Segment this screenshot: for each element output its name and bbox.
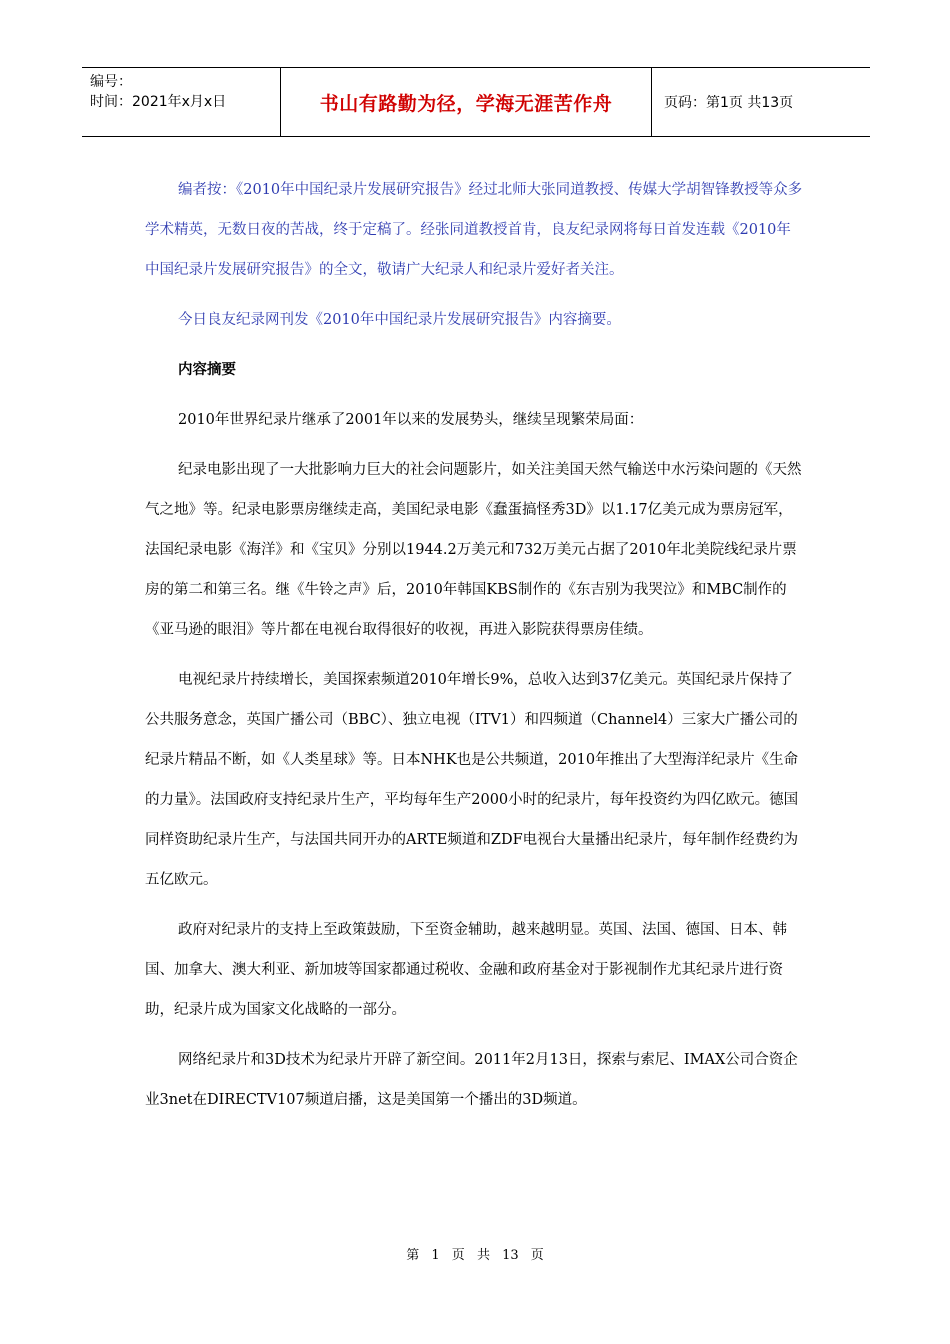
footer-gong: 共 [476,1248,490,1263]
header-meta [82,68,281,136]
intro-paragraph: 今日良友纪录网刊发《2010年中国纪录片发展研究报告》内容摘要。 [178,312,621,328]
body-paragraph: 网络纪录片和3D技术为纪录片开辟了新空间。2011年2月13日，探索与索尼、IMAX公司合资企业3net在DIRECTV107频道启播，这是美国第一个播出的3D频道。 [145,1052,798,1108]
footer-ye: 页 [451,1248,465,1263]
editor-note-paragraph: 编者按：《2010年中国纪录片发展研究报告》经过北师大张同道教授、传媒大学胡智锋教授等众多学术精英，无数日夜的苦战，终于定稿了。经张同道教授首肯，良友纪录网将每日首发连载《2010年中国纪录片发展研究报告》的全文，敬请广大纪录人和纪录片爱好者关注。 [145,182,803,278]
footer-ye: 页 [530,1248,544,1263]
body-paragraph: 政府对纪录片的支持上至政策鼓励，下至资金辅助，越来越明显。英国、法国、德国、日本、韩国、加拿大、澳大利亚、新加坡等国家都通过税收、金融和政府基金对于影视制作尤其纪录片进行资助，纪录片成为国家文化战略的一部分。 [145,922,787,1018]
footer-page-number: 1 [431,1248,440,1263]
number-label: 编号： [90,74,132,90]
body-paragraph: 电视纪录片持续增长，美国探索频道2010年增长9%，总收入达到37亿美元。英国纪录片保持了公共服务意念，英国广播公司（BBC）、独立电视（ITV1）和四频道（Channel4）三家大广播公司的纪录片精品不断，如《人类星球》等。日本NHK也是公共频道，2010年推出了大型海洋纪录片《生命的力量》。法国政府支持纪录片生产，平均每年生产2000小时的纪录片，每年投资约为四亿欧元。德国同样资助纪录片生产，与法国共同开办的ARTE频道和ZDF电视台大量播出纪录片，每年制作经费约为五亿欧元。 [145,672,799,888]
section-heading: 内容摘要 [178,361,236,378]
page-footer [0,1244,950,1263]
body-paragraph: 纪录电影出现了一大批影响力巨大的社会问题影片，如关注美国天然气输送中水污染问题的《天然气之地》等。纪录电影票房继续走高，美国纪录电影《蠢蛋搞怪秀3D》以1.17亿美元成为票房冠军，法国纪录电影《海洋》和《宝贝》分别以1944.2万美元和732万美元占据了2010年北美院线纪录片票房的第二和第三名。继《牛铃之声》后，2010年韩国KBS制作的《东吉别为我哭泣》和MBC制作的《亚马逊的眼泪》等片都在电视台取得很好的收视，再进入影院获得票房佳绩。 [145,462,802,638]
document-body [145,170,805,1130]
footer-total-pages: 13 [502,1248,519,1263]
header-motto: 书山有路勤为径，学海无涯苦作舟 [281,68,652,136]
header-page-label: 页码：第1页 共13页 [664,95,794,111]
time-label: 时间：2021年x月x日 [90,94,227,110]
footer-di: 第 [406,1248,420,1263]
body-paragraph: 2010年世界纪录片继承了2001年以来的发展势头，继续呈现繁荣局面： [178,412,644,428]
page-header [82,67,870,137]
